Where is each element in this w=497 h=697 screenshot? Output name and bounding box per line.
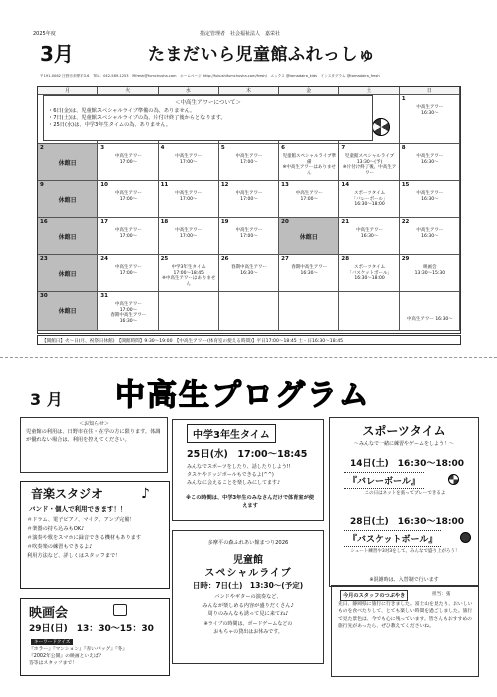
day-number: 13 (281, 182, 289, 188)
day-number: 8 (401, 145, 406, 151)
day-event: 中高生アワー 16:30～ (406, 317, 453, 322)
music-studio-panel (20, 481, 170, 589)
film-icon (113, 604, 127, 616)
calendar-day-cell (400, 292, 460, 331)
day-number: 1 (401, 96, 406, 102)
section-divider (0, 357, 497, 358)
closed-day-label: 休館日 (299, 234, 318, 241)
month-heading: 3月 (40, 42, 74, 66)
day-number: 11 (160, 182, 169, 188)
basketball-icon (460, 532, 471, 543)
closed-day-label: 休館日 (58, 308, 77, 315)
calendar-day-cell (38, 218, 98, 255)
music-line: ＃吹奏楽の練習もできるよ♪ (27, 544, 93, 551)
ms3-title: 中学3年生タイム (187, 424, 276, 443)
calendar-day-cell (339, 255, 399, 292)
day-number: 31 (100, 293, 108, 299)
day-number: 10 (100, 182, 108, 188)
volleyball-icon (372, 118, 390, 136)
day-number: 19 (220, 219, 229, 225)
day-event: 中高生アワー 17:00～ (175, 228, 203, 239)
movie-line: 『ホラー』『マンション』『赤いバッグ』『冬』 (29, 647, 128, 652)
day-number: 18 (160, 219, 169, 225)
day-number: 27 (281, 256, 289, 262)
day-event: 中高生アワー 16:30～ (416, 191, 444, 202)
day-event: 中高生アワー 17:00～ (235, 228, 263, 239)
movie-quiz (29, 647, 127, 668)
sports-date-1: 14日(土) 16:30～18:00 (350, 459, 465, 469)
day-event: 中高生アワー 17:00～ (114, 265, 142, 276)
calendar-day-cell (339, 144, 399, 181)
calendar-day-cell (98, 218, 158, 255)
sports-note-2: シュート練習や3対3をして、みんなで盛り上がろう！ (350, 549, 460, 554)
calendar-day-cell (98, 255, 158, 292)
day-number: 17 (100, 219, 108, 225)
day-number: 16 (40, 219, 48, 225)
day-number: 7 (341, 145, 346, 151)
day-event: 中高生アワー 17:00～ (175, 191, 203, 202)
day-number: 22 (401, 219, 410, 225)
day-number: 2 (40, 145, 44, 151)
day-number: 25 (160, 256, 169, 262)
calendar-day-cell (38, 144, 98, 181)
notice-panel-body: 児童館の利用は、日野市在住・在学の方に限ります。体調が優れない場合は、利用を控えてください。 (26, 429, 161, 443)
weekday-header: 金 (279, 87, 339, 95)
day-number: 15 (401, 182, 410, 188)
calendar-day-cell (339, 181, 399, 218)
calendar-day-cell (219, 255, 279, 292)
live-details (173, 593, 323, 619)
closed-day-label: 休館日 (58, 197, 77, 204)
weekday-header: 日 (400, 87, 460, 95)
calendar-day-cell (159, 255, 219, 292)
live-title: 児童館 (233, 555, 263, 566)
ms3-time: 25日(水) 17:00～18:45 (187, 449, 308, 460)
live-date: 日時：7日(土) 13:30～(予定) (192, 581, 304, 590)
notice-panel-title: ＜お知らせ＞ (79, 421, 109, 427)
weekday-header: 木 (219, 87, 279, 95)
music-note-icon: ♪ (141, 486, 150, 502)
ms3-line: みんなでスポーツをしたり、話したりしよう!! (187, 464, 291, 470)
special-live-panel (172, 530, 324, 664)
weekday-header: 土 (339, 87, 399, 95)
weekday-header: 水 (159, 87, 219, 95)
live-line: バンドやギターの演奏など、 (214, 594, 282, 600)
day-event: 中高生アワー 16:30～ (416, 154, 444, 165)
manager-label: 指定管理者 社会福祉法人 嘉栄社 (200, 31, 281, 37)
staff-murmur-panel (331, 585, 479, 677)
day-event: 春期中高生アワー 16:30～ (291, 265, 328, 276)
movie-line: 『2002年公開』の映画といえば？ (29, 653, 104, 659)
ms3-line: みんなに会えることを楽しみにしてます♪ (187, 479, 281, 486)
day-event: 中高生アワー 17:00～ 春期中高生アワー 16:30～ (110, 302, 147, 324)
calendar-day-cell (38, 292, 98, 331)
calendar-day-cell (159, 144, 219, 181)
opening-hours-bar: 【開館日】火～日(月、祝祭日休館) 【開館時間】9:30～19:00 【中高生アワー(体育室の使える時間)】平日17:00～18:45 土・日16:30～18:45 (37, 335, 461, 345)
day-number: 4 (160, 145, 165, 151)
day-event: 映画会 13:30～15:30 (414, 265, 446, 276)
day-event: 中高生アワー 16:30～ (356, 228, 384, 239)
calendar-day-cell (98, 144, 158, 181)
music-studio-title: 音楽スタジオ (31, 487, 104, 501)
day-event: 中高生アワー 17:00～ (235, 154, 263, 165)
calendar-day-cell (219, 144, 279, 181)
day-number: 14 (341, 182, 350, 188)
day-event: 中高生アワー 17:00～ (114, 154, 142, 165)
music-line: 利用方法など、詳しくはスタッフまで！ (27, 553, 121, 560)
movie-time: 29日(日) 13：30～15：30 (29, 624, 154, 634)
day-number: 3 (100, 145, 105, 151)
day-event: 中学3年生タイム 17:00～18:45 ※中高生アワーはありません (162, 265, 216, 287)
day-number: 9 (40, 182, 44, 188)
calendar-day-cell (339, 218, 399, 255)
calendar-day-cell (159, 292, 219, 331)
calendar-day-cell (38, 181, 98, 218)
teen-hour-notice (43, 95, 373, 141)
calendar-day-cell (219, 218, 279, 255)
sports-time-panel (329, 417, 479, 587)
calendar-day-cell (279, 218, 339, 255)
music-line: ＃演奏や歌をスマホに録音できる機材もあります (27, 535, 142, 542)
year-label: 2025年度 (33, 31, 56, 37)
notice-line: ・7日(土)は、児童館スペシャルライブの為、片付け終了後からとなります。 (48, 115, 226, 122)
program-title: 中高生プログラム (115, 378, 371, 413)
day-event: 中高生アワー 17:00～ (114, 191, 142, 202)
calendar-day-cell (98, 181, 158, 218)
calendar-day-cell (279, 181, 339, 218)
live-line: 周りのみんなも誘って見に来てね♪ (207, 611, 289, 618)
day-number: 29 (401, 256, 410, 262)
calendar-day-cell (400, 218, 460, 255)
day-number: 24 (100, 256, 108, 262)
movie-line: 答等はスタッフまで！ (29, 660, 77, 666)
calendar-day-cell (159, 181, 219, 218)
day-event: 中高生アワー 17:00～ (175, 154, 203, 165)
calendar-day-cell (98, 292, 158, 331)
calendar-day-cell (219, 181, 279, 218)
live-subtitle: スペシャルライブ (204, 568, 292, 579)
day-event: スポーツタイム 「バレーボール」 16:30～18:00 (351, 191, 388, 208)
day-number: 26 (220, 256, 229, 262)
day-number: 30 (40, 293, 48, 299)
notice-line: ・6日(金)は、児童館スペシャルライブ準備の為、ありません。 (48, 108, 196, 114)
day-event: 児童館スペシャルライブ準備 ※中高生アワーはありません (282, 154, 337, 176)
day-event: 春期中高生アワー 16:30～ (230, 265, 267, 276)
sports-note-1: この日はネットを張ってプレーできるよ (364, 491, 446, 496)
weekday-header: 月 (38, 87, 98, 95)
sports-title: スポーツタイム (362, 424, 446, 438)
day-number: 12 (220, 182, 229, 188)
closed-day-label: 休館日 (58, 160, 77, 167)
calendar-day-cell (38, 255, 98, 292)
music-studio-details (27, 516, 141, 561)
day-event: 中高生アワー 16:30～ (416, 228, 444, 239)
calendar-day-cell (279, 292, 339, 331)
day-number: 28 (341, 256, 350, 262)
ms3-line: タスケやドッジボールもできるよ(^^) (187, 471, 274, 478)
day-number: 6 (281, 145, 285, 151)
calendar-day-cell (400, 144, 460, 181)
program-month: 3 月 (30, 390, 63, 409)
calendar-day-cell (339, 292, 399, 331)
day-event: 中高生アワー 17:00～ (295, 191, 323, 202)
day-number: 21 (341, 219, 350, 225)
music-studio-subtitle: バンド・個人で利用できます！！ (29, 505, 127, 513)
sports-subtitle: ～みんなで一緒に練習やゲームをしよう！～ (353, 441, 454, 447)
day-event: 中高生アワー 17:00～ (235, 191, 263, 202)
calendar-day-cell (279, 255, 339, 292)
staff-name: 担当：張 (432, 592, 451, 597)
sports-name-1: 『バレーボール』 (344, 472, 424, 489)
ms3-details (187, 464, 291, 487)
staff-body: 先日、静岡県に旅行に行きました。富士山を見たり、おいしいものを食べたりして、とても楽しい時間を過ごしました。旅行で見た景色は、今でも心に残っています。皆さんもおすすめの旅行先があったら、ぜひ教えてくださいね。 (338, 602, 473, 630)
day-number: 20 (281, 219, 289, 225)
calendar-day-cell (400, 95, 460, 144)
calendar-day-cell (219, 292, 279, 331)
ms3-time-panel (172, 419, 324, 521)
ms3-note: ※この時間は、中学3年生のみなさんだけで体育室が使えます (186, 495, 314, 509)
live-note: ※ライブの時間は、ボードゲームなどの おもちゃの貸出はお休みです。 (203, 621, 293, 635)
calendar-day-cell (400, 181, 460, 218)
day-event: 中高生アワー 16:30～ (416, 105, 444, 116)
music-line: ＃楽器の持ち込みもOK♪ (27, 526, 85, 533)
notice-panel (20, 417, 168, 473)
calendar-day-cell (279, 144, 339, 181)
movie-panel (20, 598, 170, 676)
live-festival-label: 多摩平の森ふれあい館まつり2026 (207, 540, 289, 546)
closed-day-label: 休館日 (58, 271, 77, 278)
music-line: ＃ドラム、電子ピアノ、マイク、アンプ完備！ (27, 517, 135, 523)
day-event: 児童館スペシャルライブ 13:30～(予) ※片付け終了後、中高生アワー (342, 154, 397, 176)
volleyball-icon (448, 474, 459, 485)
movie-title: 映画会 (29, 606, 69, 621)
sports-rotation-note: ※混雑時は、入替制で行います (369, 577, 439, 583)
sports-date-2: 28日(土) 16:30～18:00 (350, 517, 465, 527)
calendar-day-cell (400, 255, 460, 292)
live-line: みんなが楽しめる内容が盛りだくさん♪ (202, 602, 294, 609)
day-event: スポーツタイム 「バスケットボール」 16:30～18:00 (347, 265, 392, 282)
notice-title: ＜中高生アワーについて＞ (175, 100, 241, 106)
page-title: たまだいら児童館ふれっしゅ (148, 45, 376, 65)
staff-title: 今月のスタッフのつぶやき (340, 590, 408, 601)
closed-day-label: 休館日 (58, 234, 77, 241)
day-event: 中高生アワー 17:00～ (114, 228, 142, 239)
weekday-header: 火 (98, 87, 158, 95)
day-number: 5 (220, 145, 225, 151)
calendar-day-cell (159, 218, 219, 255)
notice-line: ・25日(水)は、中学3年生タイムの為、ありません。 (48, 122, 172, 129)
day-number: 23 (40, 256, 48, 262)
keyword-quiz-label: キーワードクイズ (31, 639, 73, 645)
sports-name-2: 『バスケットボール』 (344, 530, 441, 547)
contact-line: 〒191-0062 日野市多摩平3-6 TEL：042-589-1253 ✉fresh@fumchusha.com ホームページ http://fukushifumchusha.com/fresh/ エックス @tamadaira_kids インスタグラム @tamadaira_fresh (40, 74, 380, 78)
